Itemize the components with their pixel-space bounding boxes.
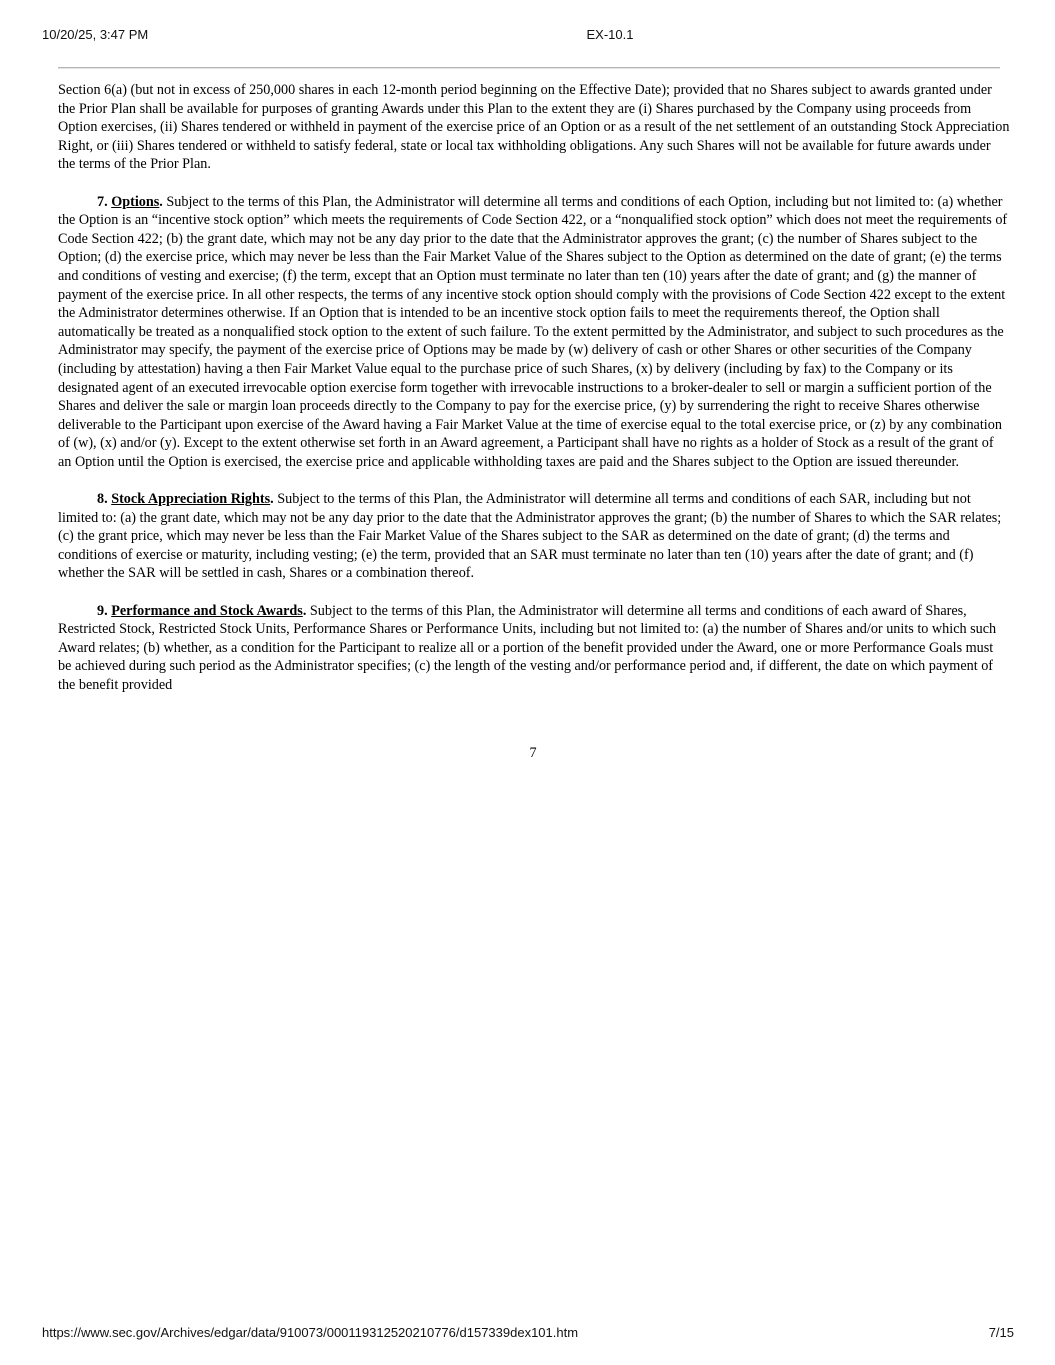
page-indicator: 7/15 [988,1325,1014,1340]
print-document-title: EX-10.1 [586,27,634,42]
page-number: 7 [529,745,537,761]
section-8-stock-appreciation-rights: 8. Stock Appreciation Rights. Subject to the terms of this Plan, the Administrator will determine all terms and conditions of each SAR, including but not limited to: (a) the grant date, which may not be any day prior to the date that the Administrator approves the grant; (b) the number of Shares to which the SAR relates; (c) the grant price, which may never be less than the Fair Market Value of the Shares subject to the SAR as determined on the date of grant; (d) the terms and conditions of exercise or maturity, including vesting; (e) the term, provided that an SAR must terminate no later than ten (10) years after the date of grant; and (f) whether the SAR will be settled in cash, Shares or a combination thereof. [58,491,1002,582]
section-title: Stock Appreciation Rights [111,491,271,508]
section-title: Performance and Stock Awards [111,602,303,619]
source-url: https://www.sec.gov/Archives/edgar/data/910073/000119312520210776/d157339dex101.htm [42,1325,579,1340]
section-body: Subject to the terms of this Plan, the Administrator will determine all terms and conditions of each SAR, including but not limited to: (a) the grant date, which may not be any day prior to the date that the Administrator approves the grant; (b) the number of Shares to which the SAR relates; (c) the grant price, which may never be less than the Fair Market Value of the Shares subject to the SAR as determined on the date of grant; (d) the terms and conditions of exercise or maturity, including vesting; (e) the term, provided that an SAR must terminate no later than ten (10) years after the date of grant; and (f) whether the SAR will be settled in cash, Shares or a combination thereof. [58,491,1002,582]
section-title: Options [111,193,160,210]
section-9-performance-and-stock-awards: 9. Performance and Stock Awards. Subject to the terms of this Plan, the Administrator will determine all terms and conditions of each award of Shares, Restricted Stock, Restricted Stock Units, Performance Shares or Performance Units, including but not limited to: (a) the number of Shares and/or units to which such Award relates; (b) whether, as a condition for the Participant to realize all or a portion of the benefit provided under the Award, one or more Performance Goals must be achieved during such period as the Administrator specifies; (c) the length of the vesting and/or performance period and, if different, the date on which payment of the benefit provided [58,602,997,693]
document-body [58,81,1010,713]
print-header [0,27,1055,45]
section-number: 7. [97,193,108,210]
horizontal-rule [58,67,1000,69]
section-body: Subject to the terms of this Plan, the Administrator will determine all terms and conditions of each Option, including but not limited to: (a) whether the Option is an “incentive stock option” which meets the requirements of Code Section 422, or a “nonqualified stock option” which does not meet the requirements of Code Section 422; (b) the grant date, which may not be any day prior to the date that the Administrator approves the grant; (c) the number of Shares subject to the Option; (d) the exercise price, which may never be less than the Fair Market Value of the Shares subject to the Option as determined on the date of grant; (e) the terms and conditions of vesting and exercise; (f) the term, except that an Option must terminate no later than ten (10) years after the date of grant; and (g) the manner of payment of the exercise price. In all other respects, the terms of any incentive stock option should comply with the provisions of Code Section 422 except to the extent the Administrator determines otherwise. If an Option that is intended to be an incentive stock option fails to meet the requirements thereof, the Option shall automatically be treated as a nonqualified stock option to the extent of such failure. To the extent permitted by the Administrator, and subject to such procedures as the Administrator may specify, the payment of the exercise price of Options may be made by (w) delivery of cash or other Shares or other securities of the Company (including by attestation) having a then Fair Market Value equal to the purchase price of such Shares, (x) by delivery (including by fax) to the Company or its designated agent of an executed irrevocable option exercise form together with irrevocable instructions to a broker-dealer to sell or margin a sufficient portion of the Shares and deliver the sale or margin loan proceeds directly to the Company to pay for the exercise price, (y) by surrendering the right to receive Shares otherwise deliverable to the Participant upon exercise of the Award having a Fair Market Value at the time of exercise equal to the total exercise price, or (z) by any combination of (w), (x) and/or (y). Except to the extent otherwise set forth in an Award agreement, a Participant shall have no rights as a holder of Stock as a result of the grant of an Option until the Option is exercised, the exercise price and applicable withholding taxes are paid and the Shares subject to the Option are issued thereunder. [58,193,1008,470]
print-datetime: 10/20/25, 3:47 PM [42,27,149,42]
section-body: Subject to the terms of this Plan, the Administrator will determine all terms and conditions of each award of Shares, Restricted Stock, Restricted Stock Units, Performance Shares or Performance Units, including but not limited to: (a) the number of Shares and/or units to which such Award relates; (b) whether, as a condition for the Participant to realize all or a portion of the benefit provided under the Award, one or more Performance Goals must be achieved during such period as the Administrator specifies; (c) the length of the vesting and/or performance period and, if different, the date on which payment of the benefit provided [58,602,997,693]
continuation-paragraph: Section 6(a) (but not in excess of 250,000 shares in each 12-month period beginning on the Effective Date); provided that no Shares subject to awards granted under the Prior Plan shall be available for purposes of granting Awards under this Plan to the extent they are (i) Shares purchased by the Company using proceeds from Option exercises, (ii) Shares tendered or withheld in payment of the exercise price of an Option or as a result of the net settlement of an outstanding Stock Appreciation Right, or (iii) Shares tendered or withheld to satisfy federal, state or local tax withholding obligations. Any such Shares will not be available for future awards under the terms of the Prior Plan. [58,82,1010,173]
section-number: 9. [97,602,108,619]
section-7-options: 7. Options. Subject to the terms of this Plan, the Administrator will determine all terms and conditions of each Option, including but not limited to: (a) whether the Option is an “incentive stock option” which meets the requirements of Code Section 422, or a “nonqualified stock option” which does not meet the requirements of Code Section 422; (b) the grant date, which may not be any day prior to the date that the Administrator approves the grant; (c) the number of Shares subject to the Option; (d) the exercise price, which may never be less than the Fair Market Value of the Shares subject to the Option as determined on the date of grant; (e) the terms and conditions of vesting and exercise; (f) the term, except that an Option must terminate no later than ten (10) years after the date of grant; and (g) the manner of payment of the exercise price. In all other respects, the terms of any incentive stock option should comply with the provisions of Code Section 422 except to the extent the Administrator determines otherwise. If an Option that is intended to be an incentive stock option fails to meet the requirements thereof, the Option shall automatically be treated as a nonqualified stock option to the extent of such failure. To the extent permitted by the Administrator, and subject to such procedures as the Administrator may specify, the payment of the exercise price of Options may be made by (w) delivery of cash or other Shares or other securities of the Company (including by attestation) having a then Fair Market Value equal to the purchase price of such Shares, (x) by delivery (including by fax) to the Company or its designated agent of an executed irrevocable option exercise form together with irrevocable instructions to a broker-dealer to sell or margin a sufficient portion of the Shares and deliver the sale or margin loan proceeds directly to the Company to pay for the exercise price, (y) by surrendering the right to receive Shares otherwise deliverable to the Participant upon exercise of the Award having a Fair Market Value at the time of exercise equal to the total exercise price, or (z) by any combination of (w), (x) and/or (y). Except to the extent otherwise set forth in an Award agreement, a Participant shall have no rights as a holder of Stock as a result of the grant of an Option until the Option is exercised, the exercise price and applicable withholding taxes are paid and the Shares subject to the Option are issued thereunder. [58,193,1008,470]
print-footer [0,1325,1055,1343]
section-number: 8. [97,491,108,508]
